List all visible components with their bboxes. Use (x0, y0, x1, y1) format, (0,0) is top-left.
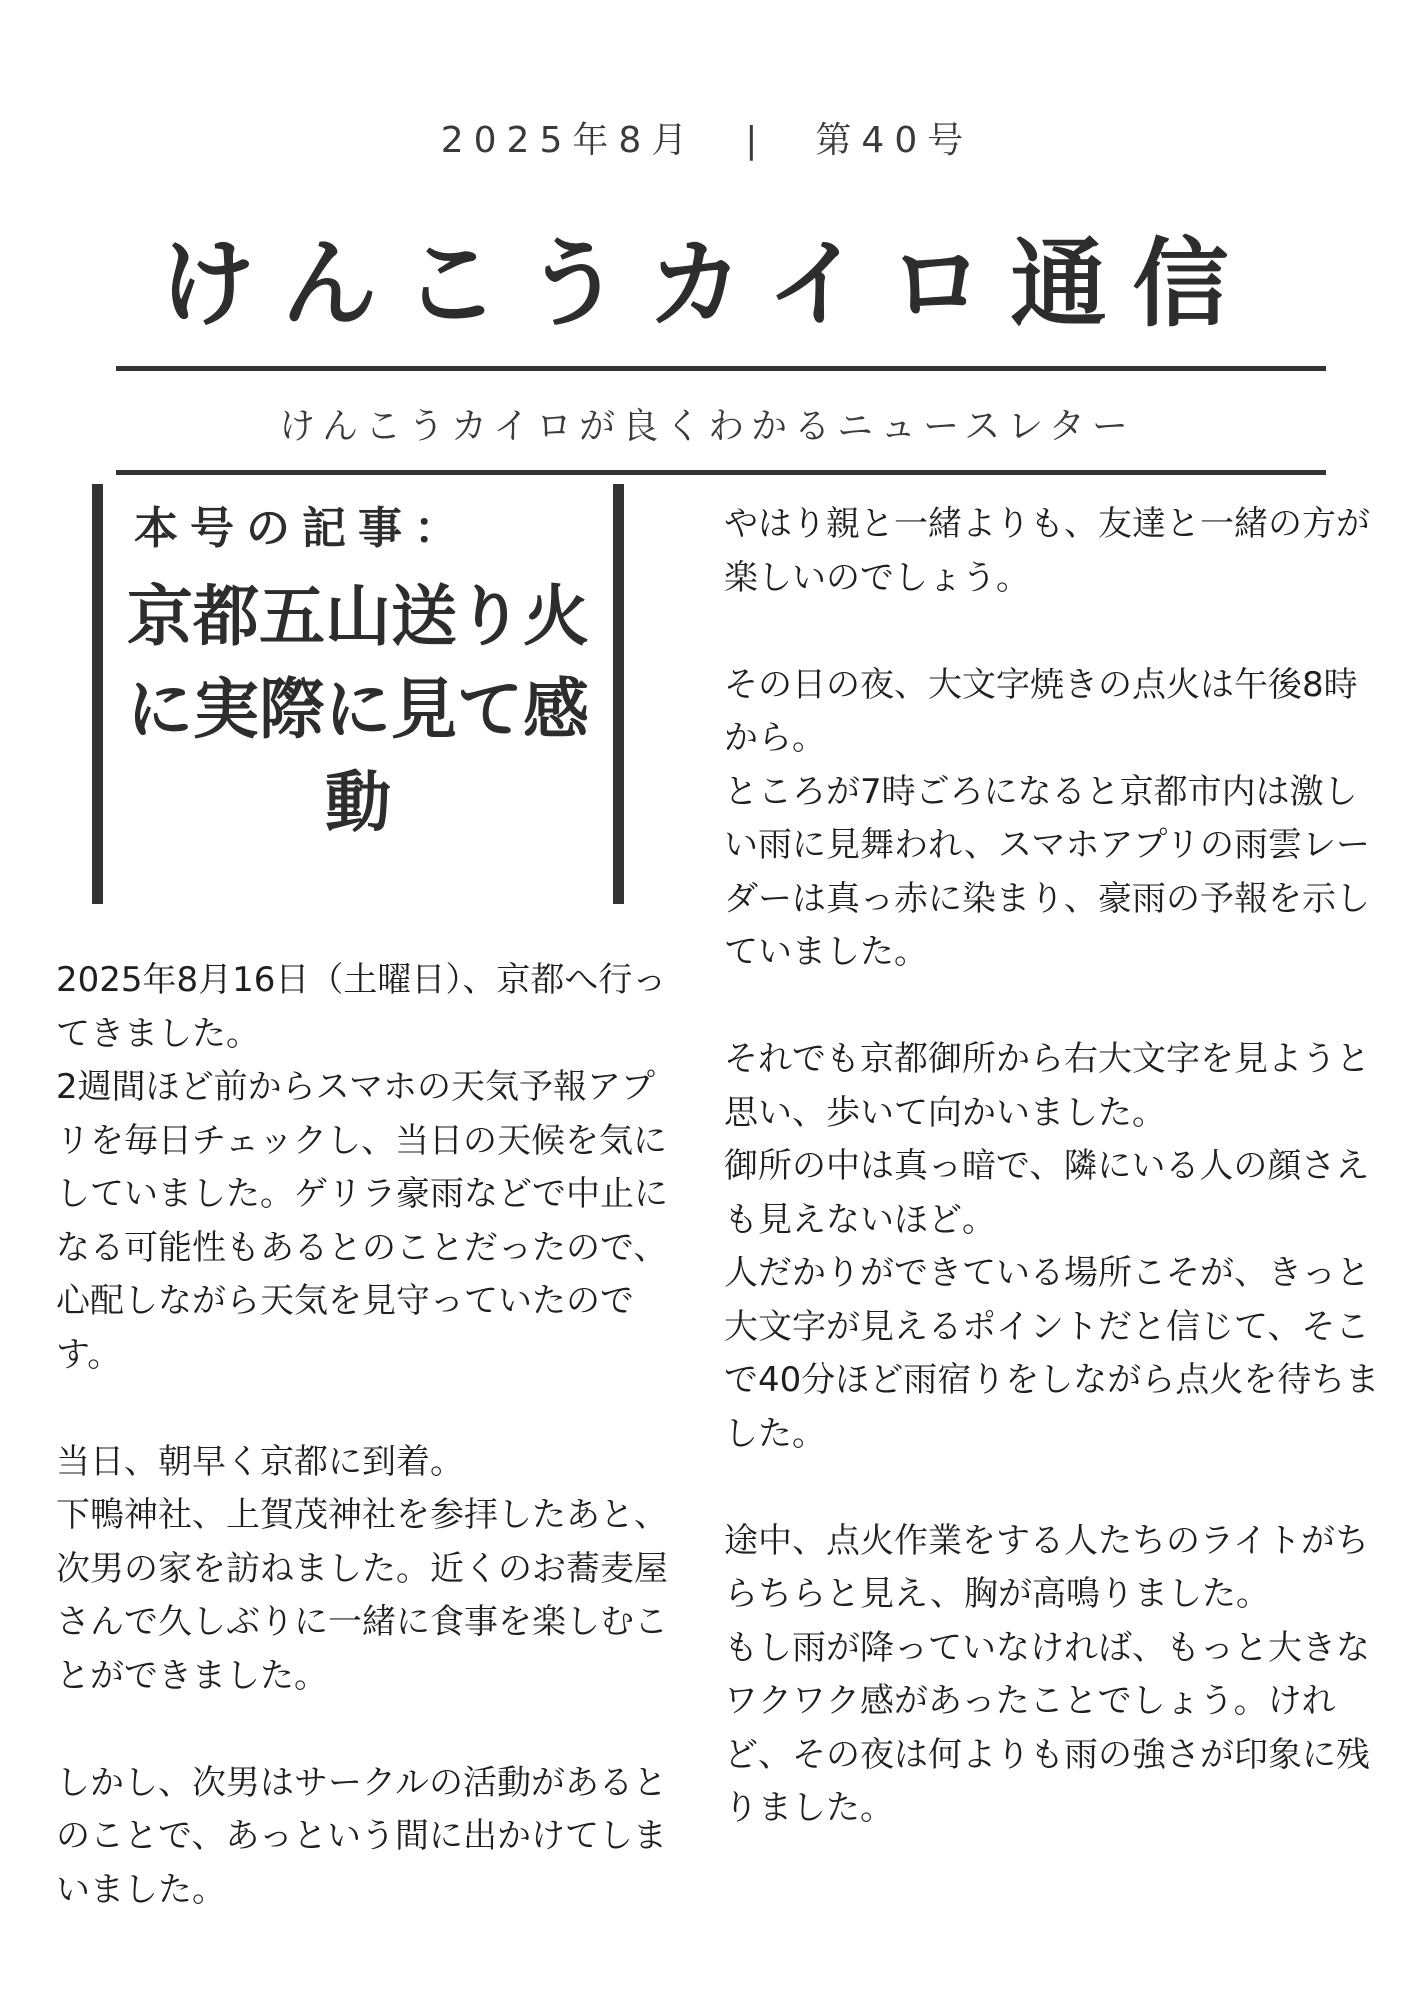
issue-separator: | (745, 120, 768, 161)
article-paragraph: やはり親と一緒よりも、友達と一緒の方が楽しいのでしょう。 (724, 504, 1370, 598)
issue-number: 第40号 (815, 120, 974, 161)
bottom-rule (116, 470, 1326, 475)
issue-line (0, 112, 1414, 163)
toc-box (92, 484, 624, 904)
toc-label: 本号の記事： (134, 503, 470, 554)
newsletter-title: けんこうカイロ通信 (159, 228, 1255, 340)
article-paragraph: 御所の中は真っ暗で、隣にいる人の顔さえも見えないほど。 (724, 1146, 1370, 1240)
toc-right-bar (613, 484, 624, 904)
newsletter-subtitle: けんこうカイロが良くわかるニュースレター (279, 406, 1135, 447)
article-paragraph: 人だかりができている場所こそが、きっと大文字が見えるポイントだと信じて、そこで40分ほど雨宿りをしながら点火を待ちました。 (724, 1253, 1380, 1454)
issue-date: 2025年8月 (440, 120, 698, 161)
article-paragraph: それでも京都御所から右大文字を見ようと思い、歩いて向かいました。 (724, 1039, 1370, 1133)
top-rule (116, 366, 1326, 371)
article-paragraph: もし雨が降っていなければ、もっと大きなワクワク感があったことでしょう。けれど、その夜は何よりも雨の強さが印象に残りました。 (724, 1627, 1370, 1828)
article-paragraph: 下鴨神社、上賀茂神社を参拝したあと、次男の家を訪ねました。近くのお蕎麦屋さんで久しぶりに一緒に食事を楽しむことができました。 (56, 1495, 668, 1696)
article-paragraph: 当日、朝早く京都に到着。 (56, 1441, 464, 1482)
toc-headline: 京都五山送り火に実際に見て感動 (127, 578, 589, 841)
article-paragraph: 途中、点火作業をする人たちのライトがちらちらと見え、胸が高鳴りました。 (724, 1520, 1369, 1614)
article-paragraph: その日の夜、大文字焼きの点火は午後8時から。 (724, 664, 1358, 758)
article-paragraph: しかし、次男はサークルの活動があるとのことで、あっという間に出かけてしまいました。 (56, 1762, 667, 1910)
article-left-column (56, 954, 686, 1917)
article-paragraph: ところが7時ごろになると京都市内は激しい雨に見舞われ、スマホアプリの雨雲レーダーは真っ赤に染まり、豪雨の予報を示していました。 (724, 771, 1370, 972)
article-paragraph: 2週間ほど前からスマホの天気予報アプリを毎日チェックし、当日の天候を気にしていました。ゲリラ豪雨などで中止になる可能性もあるとのことだったので、心配しながら天気を見守っていたのです。 (56, 1067, 668, 1375)
toc-left-bar (92, 484, 103, 904)
article-right-column (724, 498, 1384, 1836)
article-paragraph: 2025年8月16日（土曜日）、京都へ行ってきました。 (56, 960, 667, 1054)
